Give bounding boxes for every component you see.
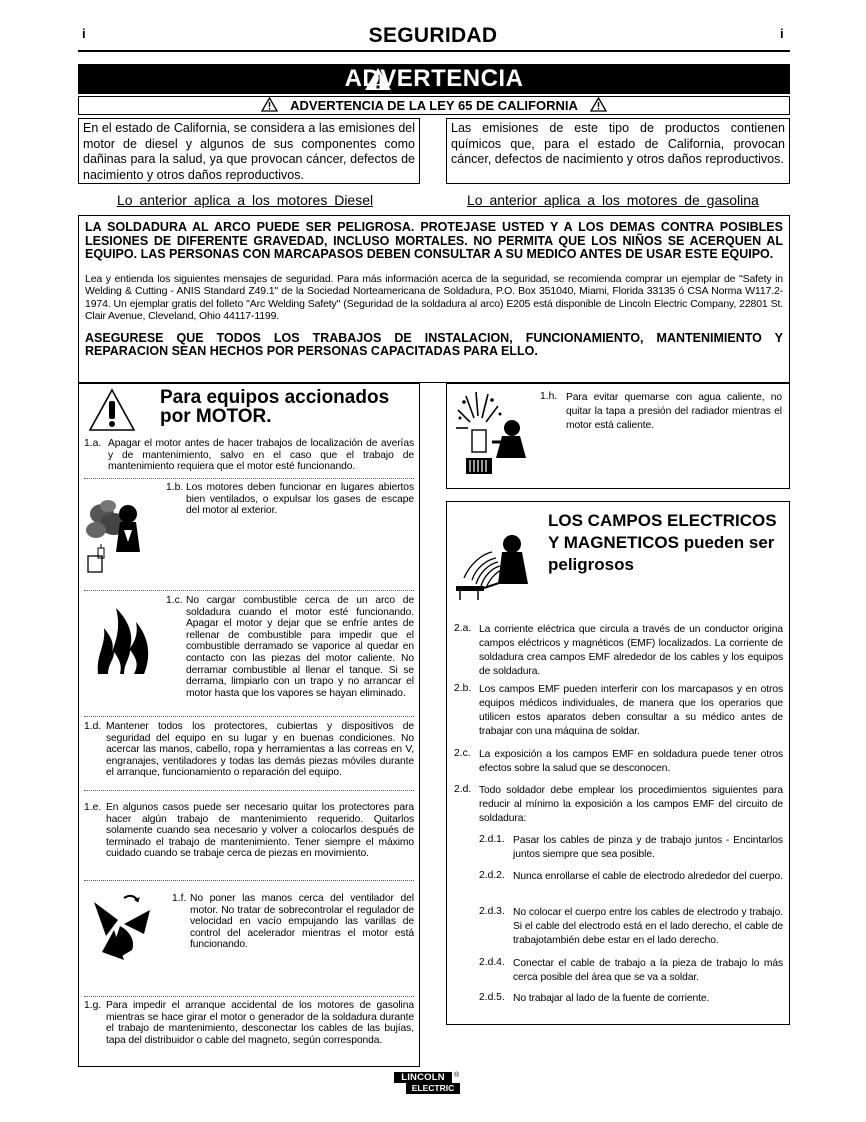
engine-item-1a: Apagar el motor antes de hacer trabajos de localización de averías y de mantenimiento, salvo en el caso que el trabajo de mantenimiento requiera que el motor esté funcionando. <box>108 438 414 473</box>
title-divider <box>78 50 790 52</box>
emf-item-2d5: No trabajar al lado de la fuente de corriente. <box>513 993 710 1004</box>
item-label: 2.d.3. <box>479 906 505 917</box>
divider <box>84 478 414 479</box>
emf-item-2d: Todo soldador debe emplear los procedimientos siguientes para reducir al mínimo la exposición a los campos EMF del circuito de soldadura: <box>479 785 783 824</box>
hot-water-item-1h: Para evitar quemarse con agua caliente, no quitar la tapa a presión del radiador mientras el motor está caliente. <box>566 392 782 431</box>
item-label: 2.d.1. <box>479 834 505 845</box>
item-label: 1.g. <box>84 1000 102 1011</box>
warning-banner <box>78 64 790 94</box>
emf-item-2d2: Nunca enrollarse el cable de electrodo alrededor del cuerpo. <box>513 871 783 882</box>
divider <box>84 880 414 881</box>
logo-top-text: LINCOLN <box>394 1072 452 1083</box>
engine-item-1g: Para impedir el arranque accidental de los motores de gasolina mientras se hace girar el motor o generador de la soldadura durante el trabajo de mantenimiento, desconectar los cables de las bujías, tapa del distribuidor o cable del magneto, según corresponda. <box>106 1000 414 1046</box>
emf-section-heading: LOS CAMPOS ELECTRICOS Y MAGNETICOS pueden ser peligrosos <box>548 511 777 574</box>
logo-bottom-text: ELECTRIC <box>406 1083 460 1094</box>
engine-fumes-icon <box>84 500 162 576</box>
warning-triangle-icon <box>590 97 607 112</box>
divider <box>84 996 414 997</box>
prop65-gasoline-note: Lo anterior aplica a los motores de gasolina <box>467 192 759 208</box>
item-label: 1.e. <box>84 802 102 813</box>
lincoln-electric-logo <box>394 1072 460 1096</box>
arc-welding-warning-text: LA SOLDADURA AL ARCO PUEDE SER PELIGROSA. PROTEJASE USTED Y A LOS DEMAS CONTRA POSIBLES LESIONES DE DIFERENTE GRAVEDAD, INCLUSO MORTALES. NO PERMITA QUE LOS NIÑOS SE ACERQUEN AL EQUIPO. LAS PERSONAS CON MARCAPASOS DEBEN CONSULTAR A SU MEDICO ANTES DE USAR ESTE EQUIPO. <box>85 220 783 261</box>
page-number-right: i <box>780 26 784 41</box>
registered-mark: ® <box>454 1072 460 1079</box>
engine-item-1f: No poner las manos cerca del ventilador del motor. No tratar de sobrecontrolar el regulador de velocidad en vacío empujando las varillas de control del acelerador mientras el motor está funcionando. <box>190 893 414 951</box>
emf-item-2a: La corriente eléctrica que circula a través de un conductor origina campos eléctricos y magnéticos (EMF) localizados. La corriente de soldadura crea campos EMF alrededor de los cables y los equipos de soldadura. <box>479 624 783 677</box>
divider <box>84 790 414 791</box>
item-label: 2.b. <box>454 683 472 694</box>
item-label: 1.c. <box>166 595 183 606</box>
item-label: 2.a. <box>454 623 472 634</box>
prop65-diesel-text: En el estado de California, se considera a las emisiones del motor de diesel y algunos de sus componentes como dañinas para la salud, ya que provocan cáncer, defectos de nacimiento y otros daños reproductivos. <box>78 118 420 184</box>
engine-item-1d: Mantener todos los protectores, cubiertas y dispositivos de seguridad del equipo en su lugar y en buenas condiciones. No acercar las manos, cabello, ropa y herramientas a las correas en V, engranajes, ventiladores y todas las demás piezas móviles durante el arranque, funcionamiento o reparación del equipo. <box>106 721 414 779</box>
hot-water-icon <box>456 388 532 480</box>
engine-item-1e: En algunos casos puede ser necesario quitar los protectores para hacer algún trabajo de mantenimiento requerido. Quitarlos solamente cuando sea necesario y volver a colocarlos después de terminado el trabajo de mantenimiento. Tener siempre el máximo cuidado cuando se trabaje cerca de piezas en movimiento. <box>106 802 414 860</box>
page-title: SEGURIDAD <box>368 24 498 47</box>
emf-item-2d1: Pasar los cables de pinza y de trabajo juntos - Encintarlos juntos siempre que sea posible. <box>513 835 783 860</box>
item-label: 1.b. <box>166 482 184 493</box>
emf-item-2b: Los campos EMF pueden interferir con los marcapasos y en otros equipos médicos individuales, de manera que los operarios que utilicen estos aparatos deben consultar a su médico antes de trabajar con una máquina de soldar. <box>479 684 783 737</box>
item-label: 1.a. <box>84 438 102 449</box>
item-label: 1.f. <box>172 893 187 904</box>
emf-item-2d4: Conectar el cable de trabajo a la pieza de trabajo lo más cerca posible del área que se va a soldar. <box>513 958 783 983</box>
fire-icon <box>94 606 154 676</box>
arc-welding-warning <box>78 215 790 383</box>
warning-banner-title: ADVERTENCIA <box>344 65 524 92</box>
item-label: 1.d. <box>84 721 102 732</box>
item-label: 1.h. <box>540 391 558 402</box>
prop65-diesel-note: Lo anterior aplica a los motores Diesel <box>117 192 374 208</box>
emf-item-2d3: No colocar el cuerpo entre los cables de electrodo y trabajo. Si el cable del electrodo está en el lado derecho, el cable de trabajotambién debe estar en el lado derecho. <box>513 907 783 946</box>
warning-triangle-icon <box>88 388 136 432</box>
page-number-left: i <box>82 26 86 41</box>
divider <box>84 716 414 717</box>
engine-section-heading: Para equipos accionados por MOTOR. <box>160 387 390 427</box>
emf-item-2c: La exposición a los campos EMF en soldadura puede tener otros efectos sobre la salud que se desconocen. <box>479 749 783 774</box>
divider <box>84 590 414 591</box>
qualified-personnel-warning: ASEGURESE QUE TODOS LOS TRABAJOS DE INSTALACION, FUNCIONAMIENTO, MANTENIMIENTO Y REPARACION SEAN HECHOS POR PERSONAS CAPACITADAS PARA ELLO. <box>85 330 783 358</box>
engine-item-1b: Los motores deben funcionar en lugares abiertos bien ventilados, o expulsar los gases de escape del motor al exterior. <box>186 482 414 517</box>
item-label: 2.d. <box>454 784 472 795</box>
warning-triangle-icon <box>261 97 278 112</box>
item-label: 2.d.2. <box>479 870 505 881</box>
item-label: 2.c. <box>454 748 471 759</box>
safety-info-text: Lea y entienda los siguientes mensajes de seguridad. Para más información acerca de la seguridad, se recomienda comprar un ejemplar de "Safety in Welding & Cutting - ANIS Standard Z49.1" de la Sociedad Norteamericana de Soldadura, P.O. Box 351040, Miami, Florida 33135 ó CSA Norma W117.2-1974. Un ejemplar gratis del folleto "Arc Welding Safety" (Seguridad de la soldadura al arco) E205 está disponible de Lincoln Electric Company, 22801 St. Clair Avenue, Cleveland, Ohio 44117-1199. <box>85 272 783 322</box>
prop65-heading <box>78 96 790 115</box>
fan-hazard-icon <box>84 890 160 962</box>
emf-welder-icon <box>456 524 540 602</box>
engine-item-1c: No cargar combustible cerca de un arco de soldadura cuando el motor esté funcionando. Apagar el motor y dejar que se enfríe antes de rellenar de combustible para impedir que el combustible derramado se vaporice al quedar en contacto con las piezas del motor caliente. No derramar combustible al llenar el tanque. Si se derrama, limpiarlo con un trapo y no arrancar el motor hasta que los vapores se hayan eliminado. <box>186 595 414 699</box>
prop65-gasoline-text: Las emisiones de este tipo de productos contienen químicos que, para el estado de California, provocan cáncer, defectos de nacimiento y otros daños reproductivos. <box>446 118 790 184</box>
prop65-heading-text: ADVERTENCIA DE LA LEY 65 DE CALIFORNIA <box>290 98 578 113</box>
item-label: 2.d.5. <box>479 992 505 1003</box>
item-label: 2.d.4. <box>479 957 505 968</box>
